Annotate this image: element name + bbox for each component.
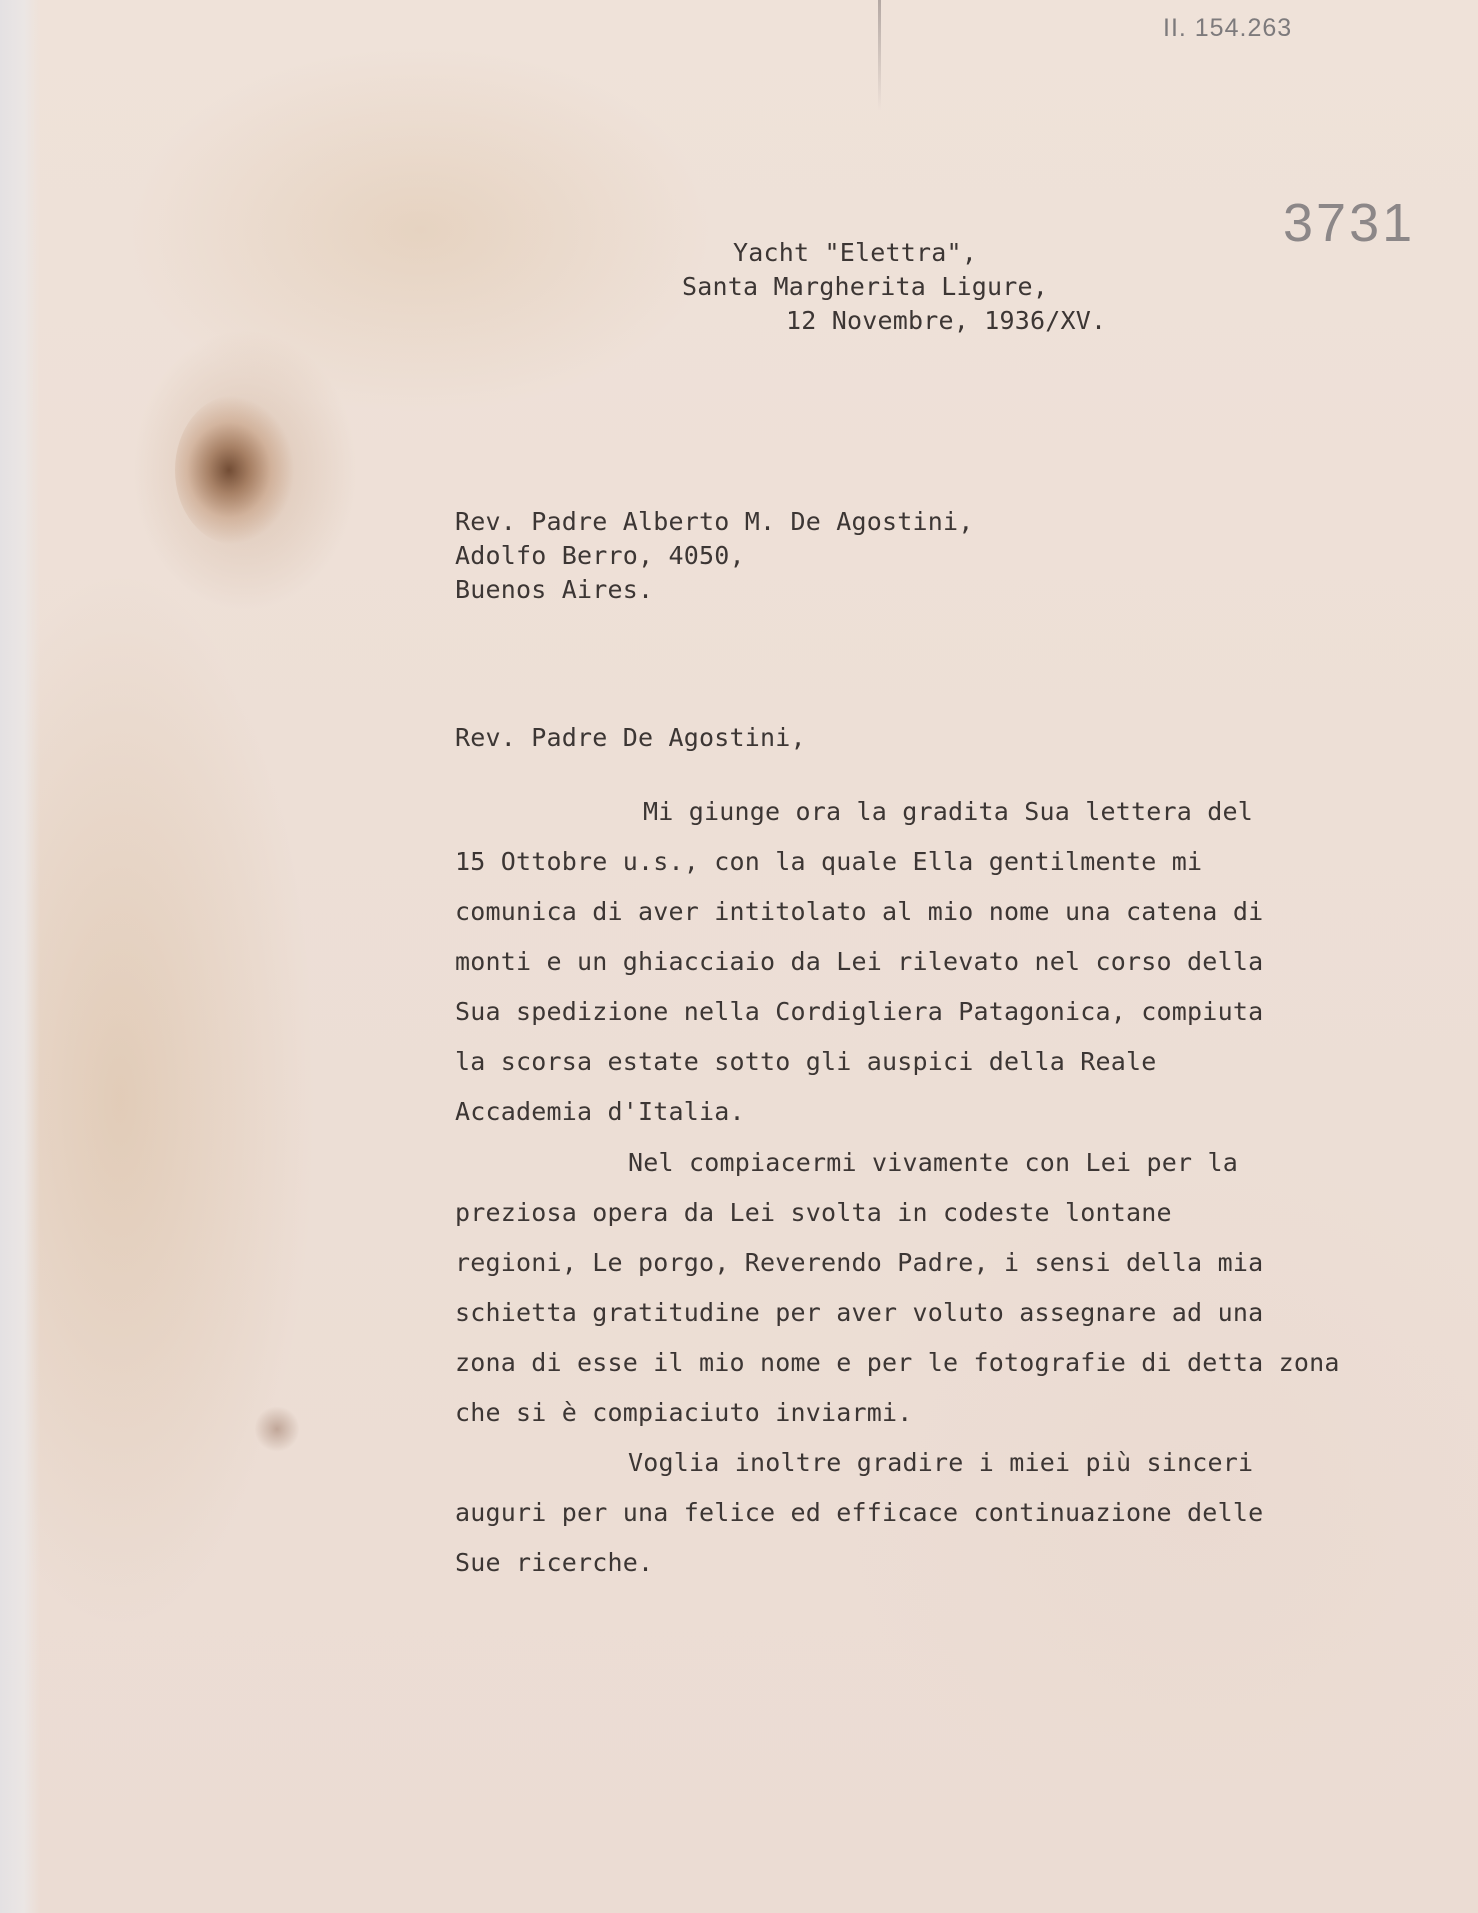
body-line: Mi giunge ora la gradita Sua lettera del [643,797,1254,826]
body-line: preziosa opera da Lei svolta in codeste lontane [455,1198,1172,1227]
header-line-1: Yacht "Elettra", [733,238,978,267]
paper-edge [0,0,40,1913]
rust-stain [175,395,295,545]
body-line: comunica di aver intitolato al mio nome una catena di [455,897,1264,926]
paper-fold [878,0,881,110]
recipient-line-2: Adolfo Berro, 4050, [455,541,745,570]
recipient-line-1: Rev. Padre Alberto M. De Agostini, [455,507,974,536]
body-line: schietta gratitudine per aver voluto assegnare ad una [455,1298,1264,1327]
body-line: Accademia d'Italia. [455,1097,745,1126]
body-line: Voglia inoltre gradire i miei più sinceri [628,1448,1254,1477]
small-stain [255,1405,299,1453]
recipient-line-3: Buenos Aires. [455,575,654,604]
body-line: auguri per una felice ed efficace continuazione delle [455,1498,1264,1527]
header-line-2: Santa Margherita Ligure, [682,272,1049,301]
body-line: monti e un ghiacciaio da Lei rilevato nel corso della [455,947,1264,976]
body-line: Sua spedizione nella Cordigliera Patagonica, compiuta [455,997,1264,1026]
body-line: 15 Ottobre u.s., con la quale Ella gentilmente mi [455,847,1203,876]
body-line: la scorsa estate sotto gli auspici della Reale [455,1047,1157,1076]
body-line: Sue ricerche. [455,1548,654,1577]
body-line: zona di esse il mio nome e per le fotografie di detta zona [455,1348,1340,1377]
body-line: regioni, Le porgo, Reverendo Padre, i sensi della mia [455,1248,1264,1277]
header-line-3: 12 Novembre, 1936/XV. [786,306,1107,335]
archive-reference: II. 154.263 [1163,14,1293,42]
archive-number: 3731 [1283,193,1416,253]
body-line: Nel compiacermi vivamente con Lei per la [628,1148,1239,1177]
body-line: che si è compiaciuto inviarmi. [455,1398,913,1427]
salutation: Rev. Padre De Agostini, [455,723,806,752]
